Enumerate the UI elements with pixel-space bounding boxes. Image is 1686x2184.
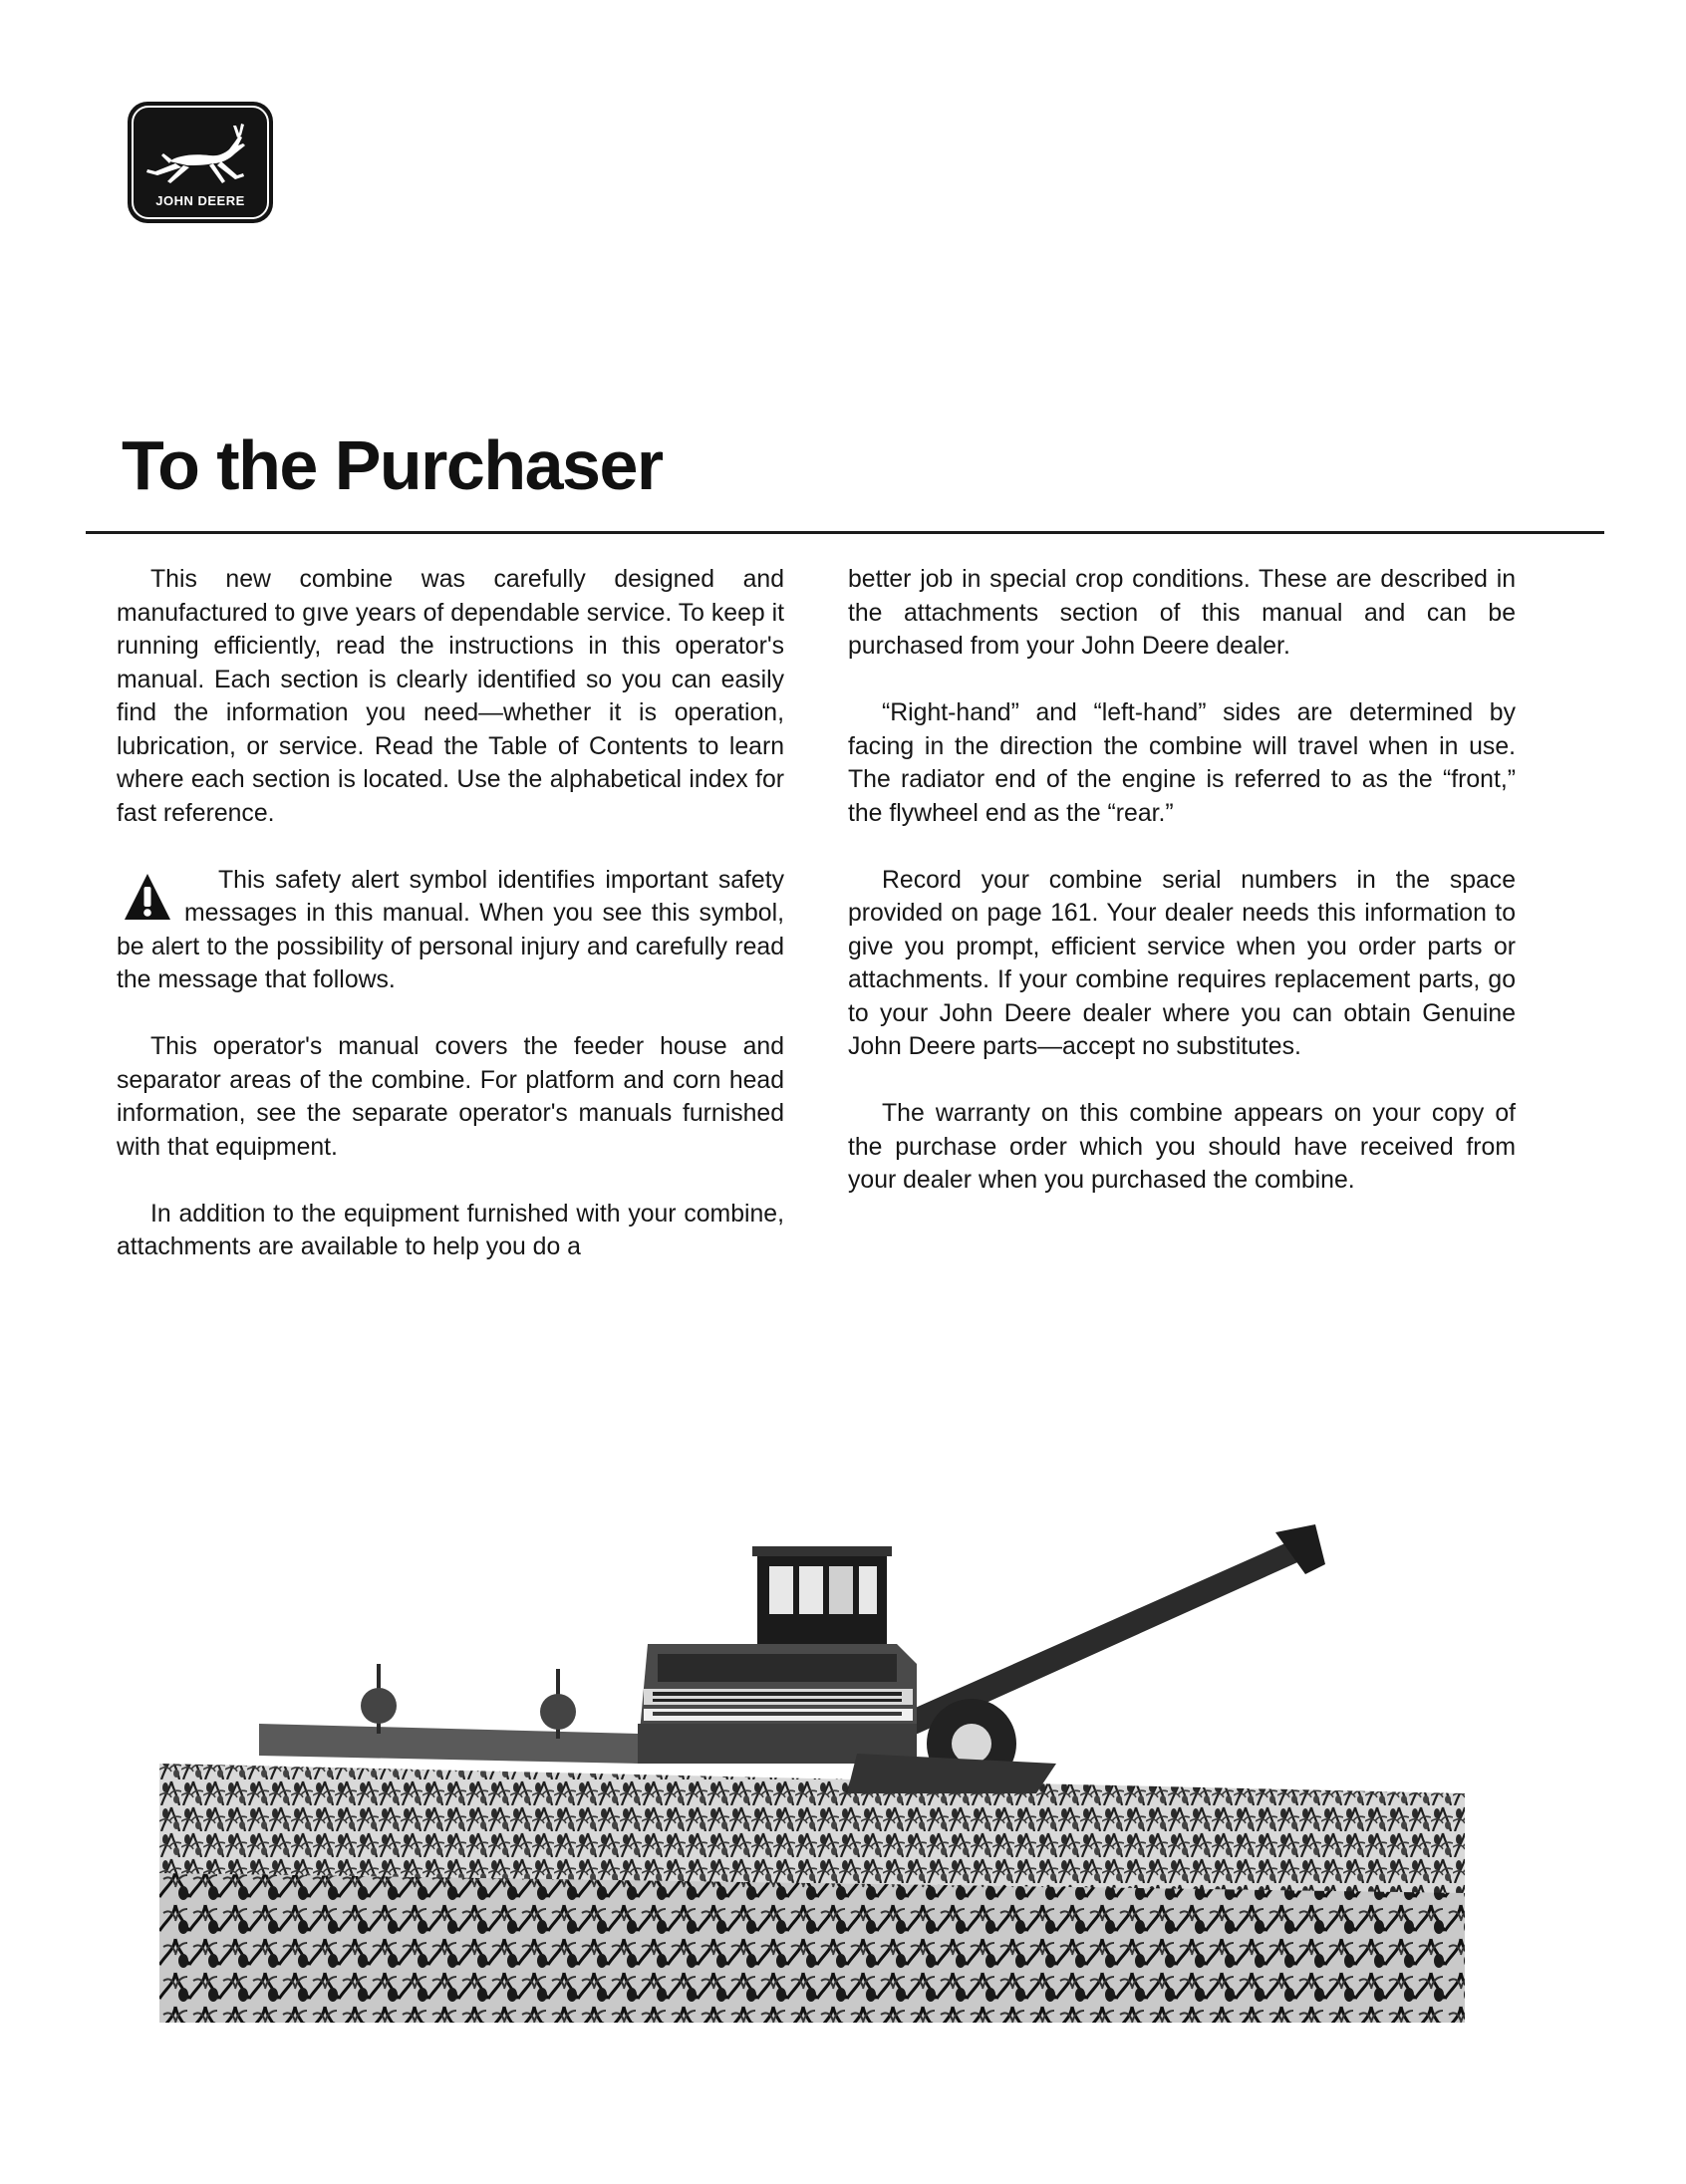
safety-alert-icon [123,872,172,924]
john-deere-logo [126,100,275,225]
logo-text: JOHN DEERE [155,193,245,208]
safety-text: This safety alert symbol identifies important safety messages in this manual. When you see this symbol, be alert to the possibility of personal injury and carefully read the message that follows. [117,866,784,993]
serial-numbers-paragraph: Record your combine serial numbers in the space provided on page 161. Your dealer needs this information to give you prompt, efficient service when you order parts or attachments. If your combine requires replacement parts, go to your John Deere dealer where you can obtain Genuine John Deere parts—accept no substitutes. [848,866,1516,1060]
safety-paragraph [117,864,784,997]
attachments-paragraph-end: better job in special crop conditions. These are described in the attachments section of this manual and can be purchased from your John Deere dealer. [848,566,1516,660]
left-column [117,563,784,1297]
page-title: To the Purchaser [122,426,663,504]
coverage-paragraph: This operator's manual covers the feeder house and separator areas of the combine. For platform and corn head information, see the separate operator's manuals furnished with that equipment. [117,1033,784,1161]
intro-paragraph: This new combine was carefully designed and manufactured to gıve years of dependable service. To keep it running efficiently, read the instructions in this operator's manual. Each section is clearly identified so you can easily find the information you need—whether it is operation, lubrication, or service. Read the Table of Contents to learn where each section is located. Use the alphabetical index for fast reference. [117,566,784,827]
title-divider [86,531,1604,534]
combine-harvesting-corn-photo [159,1495,1465,2023]
warranty-paragraph: The warranty on this combine appears on your copy of the purchase order which you should have received from your dealer when you purchased the combine. [848,1100,1516,1194]
attachments-paragraph-start: In addition to the equipment furnished with your combine, attachments are available to help you do a [117,1200,784,1260]
right-column [848,563,1516,1230]
sides-paragraph: “Right-hand” and “left-hand” sides are determined by facing in the direction the combine will travel when in use. The radiator end of the engine is referred to as the “front,” the flywheel end as the “rear.” [848,699,1516,827]
